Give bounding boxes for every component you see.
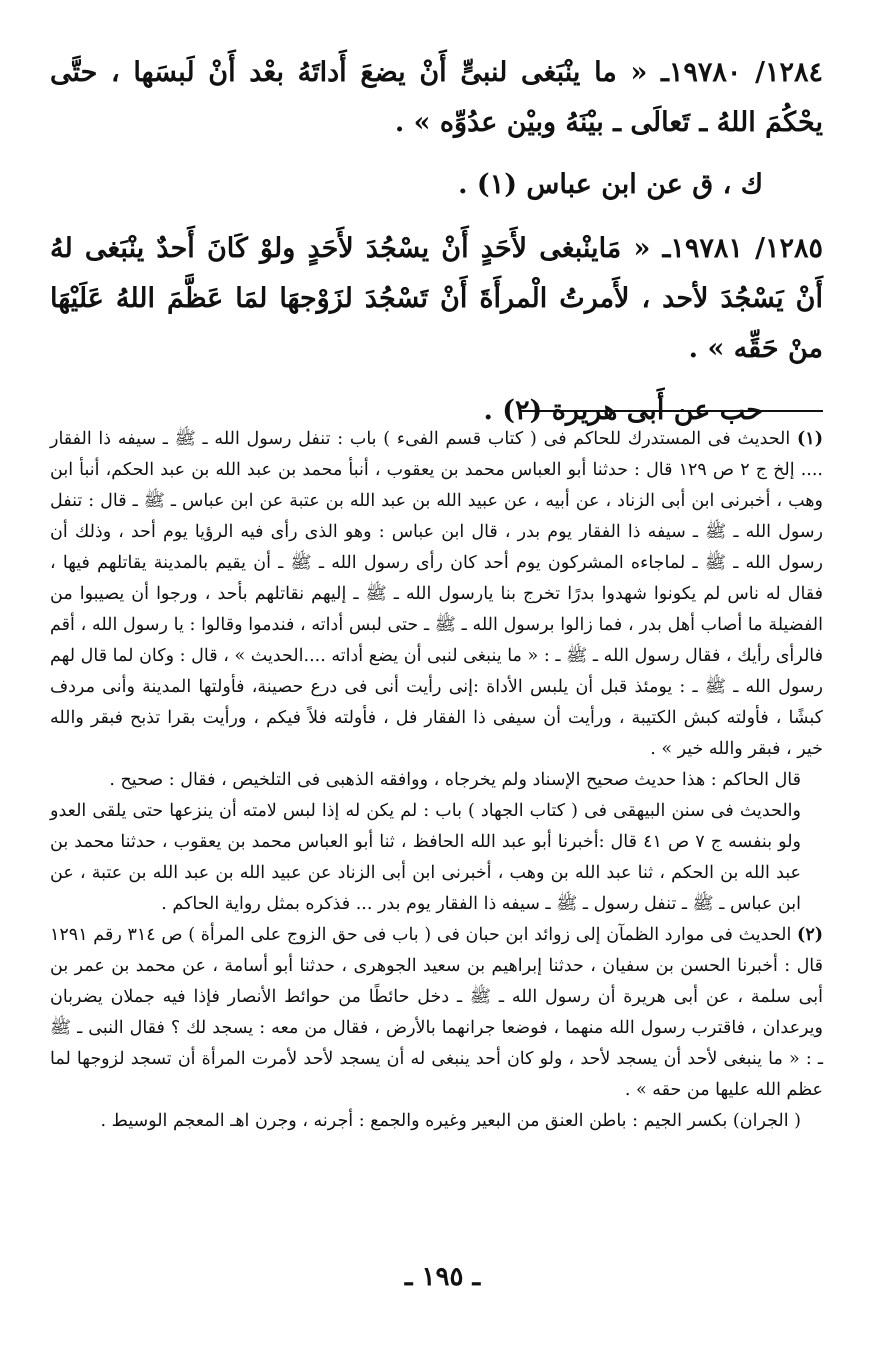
footnote-1-number: (١) [797,429,823,449]
main-text [50,48,823,450]
footnote-1-text: الحديث فى المستدرك للحاكم فى ( كتاب قسم الفىء ) باب : تنفل رسول الله ـ ﷺ ـ سيفه ذا الفقار .... إلخ ج ٢ ص ١٢٩ قال : حدثنا أبو العباس محمد بن يعقوب ، أنبأ محمد بن عبد الله بن عبد الحكم، أنبأ ابن وهب ، أخبرنى ابن أبى الزناد ، عن أبيه ، عن عبيد الله بن عبد الله بن عتبة عن ابن عباس ـ ﷺ ـ قال : تنفل رسول الله ـ ﷺ ـ سيفه ذا الفقار يوم بدر ، قال ابن عباس : وهو الذى رأى فيه الرؤيا يوم أحد ، وذلك أن رسول الله ـ ﷺ ـ لماجاءه المشركون يوم أحد كان رأى رسول الله ـ ﷺ ـ أن يقيم بالمدينة يقاتلهم فيها ، فقال له ناس لم يكونوا شهدوا بدرًا تخرج بنا يارسول الله ـ ﷺ ـ إليهم نقاتلهم بأحد ، ورجوا أن يصيبوا من الفضيلة ما أصاب أهل بدر ، فما زالوا برسول الله ـ ﷺ ـ حتى لبس أداته ، فندموا وقالوا : يا رسول الله ، أقم فالرأى رأيك ، فقال رسول الله ـ ﷺ ـ : « ما ينبغى لنبى أن يضع أداته ....الحديث » ، قال : وكان لما قال لهم رسول الله ـ ﷺ ـ : يومئذ قبل أن يلبس الأداة :إنى رأيت أنى فى درع حصينة، فأولتها المدينة وأنى مردف كبشًا ، فأولته كبش الكتيبة ، ورأيت أن سيفى ذا الفقار فل ، فأولته فلاً فيكم ، ورأيت بقرا تذبح فبقر والله خير ، فبقر والله خير » . [50,429,823,759]
footnote-2-number: (٢) [797,925,824,945]
hadith-1284: ١٢٨٤/ ١٩٧٨٠ـ « ما ينْبَغى لنبىٍّ أَنْ يضعَ أَداتَهُ بعْد أَنْ لَبسَها ، حتَّى يحْكُمَ اللهُ ـ تَعالَى ـ بيْنَهُ وبيْن عدُوِّه » . [50,57,823,138]
footnote-1 [50,424,823,765]
footnote-2 [50,920,823,1106]
hadith-1284-source: ك ، ق عن ابن عباس (١) . [458,169,763,200]
hadith-1285: ١٢٨٥/ ١٩٧٨١ـ « مَاينْبغى لأَحَدٍ أَنْ يسْجُدَ لأَحَدٍ ولوْ كَانَ أَحدٌ ينْبَغى لهُ أَنْ يَسْجُدَ لأحد ، لأَمرتُ الْمرأَةَ أَنْ تَسْجُدَ لزَوْجهَا لمَا عَظَّمَ اللهُ عَلَيْهَا منْ حَقِّه » . [50,233,823,364]
footnotes [50,424,823,1137]
footnote-2-definition: ( الجران) بكسر الجيم : باطن العنق من البعير وغيره والجمع : أجرنه ، وجرن اهـ المعجم الوسيط . [100,1111,801,1131]
hadith-1285-source: حب عن أَبى هريرة (٢) . [483,395,763,426]
footnote-2-text: الحديث فى موارد الظمآن إلى زوائد ابن حبان فى ( باب فى حق الزوج على المرأة ) ص ٣١٤ رقم ١٢٩١ قال : أخبرنا الحسن بن سفيان ، حدثنا إبراهيم بن سعيد الجوهرى ، حدثنا أبو أسامة ، عن محمد بن عمر بن أبى سلمة ، عن أبى هريرة أن رسول الله ـ ﷺ ـ دخل حائطًا من حوائط الأنصار فإذا فيه جملان يضربان ويرعدان ، فاقترب رسول الله منهما ، فوضعا جرانهما بالأرض ، فقال من معه : يسجد لك ؟ فقال النبى ـ ﷺ ـ : « ما ينبغى لأحد أن يسجد لأحد ، ولو كان أحد ينبغى له أن يسجد لأحد لأمرت المرأة أن تسجد لزوجها لما عظم الله عليها من حقه » . [50,925,823,1100]
page-number: ـ ١٩٥ ـ [404,1262,481,1292]
footnote-separator [519,410,823,412]
footnote-1-bayhaqi: والحديث فى سنن البيهقى فى ( كتاب الجهاد ) باب : لم يكن له إذا لبس لامته أن ينزعها حتى يلقى العدو ولو بنفسه ج ٧ ص ٤١ قال :أخبرنا أبو عبد الله الحافظ ، ثنا أبو العباس محمد بن يعقوب ، حدثنا محمد بن عبد الله بن الحكم ، ثنا عبد الله بن وهب ، أخبرنى ابن أبى الزناد عن عبيد الله بن عبد الله بن عتبة ، عن ابن عباس ـ ﷺ ـ تنفل رسول ـ ﷺ ـ سيفه ذا الفقار يوم بدر ... فذكره بمثل رواية الحاكم . [50,801,801,914]
footnote-1-hakim-grading: قال الحاكم : هذا حديث صحيح الإسناد ولم يخرجاه ، ووافقه الذهبى فى التلخيص ، فقال : صحيح . [109,770,801,790]
